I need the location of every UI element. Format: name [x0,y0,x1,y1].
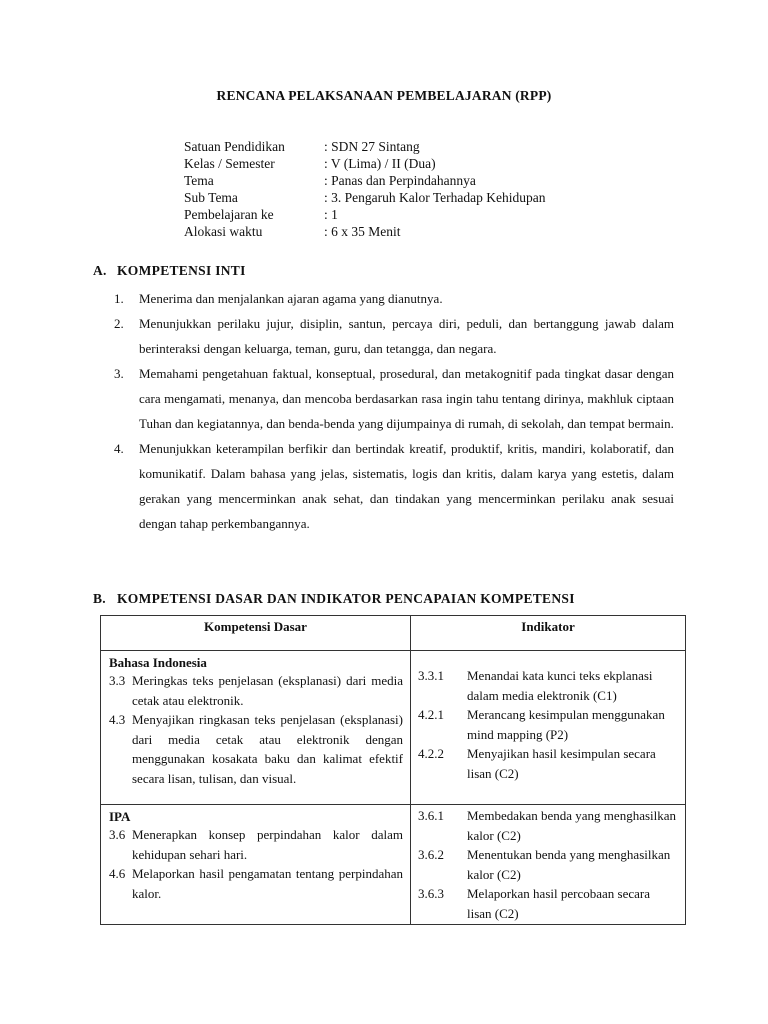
subject-name: IPA [109,809,131,824]
section-title: KOMPETENSI INTI [117,263,246,278]
kd-item [102,825,409,864]
info-value: : V (Lima) / II (Dua) [324,156,436,171]
info-label: Pembelajaran ke [184,207,274,222]
info-row [184,172,546,189]
kd-number: 3.3 [109,673,126,688]
kd-item [102,864,409,903]
section-letter: A. [93,263,107,278]
info-label: Kelas / Semester [184,156,275,171]
column-header-indikator: Indikator [411,616,686,651]
list-number: 2. [114,316,124,331]
list-text: Memahami pengetahuan faktual, konseptual, prosedural, dan metakognitif pada tingkat dasar dengan cara mengamati, menanya, dan mencoba berdasarkan rasa ingin tahu tentang dirinya, makhluk ciptaan Tuhan dan kegiatannya, dan benda-benda yang dijumpainya di rumah, di sekolah, dan tempat bermain. [139,366,674,431]
section-heading-kompetensi-inti [93,263,246,279]
info-value: : 3. Pengaruh Kalor Terhadap Kehidupan [324,190,546,205]
indicator-item [412,705,684,744]
info-row [184,189,546,206]
list-number: 3. [114,366,124,381]
kd-text: Melaporkan hasil pengamatan tentang perpindahan kalor. [132,866,403,901]
indicator-item [412,806,684,845]
column-header-kompetensi-dasar: Kompetensi Dasar [101,616,411,651]
indicator-item [412,845,684,884]
info-row [184,206,546,223]
indicator-item [412,884,684,923]
section-title: KOMPETENSI DASAR DAN INDIKATOR PENCAPAIAN KOMPETENSI [117,591,575,606]
kd-number: 4.6 [109,866,126,881]
indicator-text: Menentukan benda yang menghasilkan kalor (C2) [467,847,671,882]
info-value: : SDN 27 Sintang [324,139,420,154]
list-text: Menunjukkan perilaku jujur, disiplin, santun, percaya diri, peduli, dan bertanggung jawab dalam berinteraksi dengan keluarga, teman, guru, dan tetangga, dan negara. [139,316,674,356]
info-row [184,155,546,172]
indicator-text: Merancang kesimpulan menggunakan mind mapping (P2) [467,707,665,742]
info-label: Sub Tema [184,190,238,205]
kd-number: 3.6 [109,827,126,842]
indicator-text: Membedakan benda yang menghasilkan kalor (C2) [467,808,677,843]
table-row [101,651,686,805]
indicator-text: Menandai kata kunci teks ekplanasi dalam media elektronik (C1) [467,668,653,703]
list-item [114,436,674,536]
indicator-text: Menyajikan hasil kesimpulan secara lisan (C2) [467,746,656,781]
list-number: 4. [114,441,124,456]
indicator-number: 3.6.1 [418,808,444,823]
table-row [101,805,686,925]
kd-text: Menerapkan konsep perpindahan kalor dalam kehidupan sehari hari. [132,827,403,862]
subject-name: Bahasa Indonesia [109,655,207,670]
indicator-item [412,666,684,705]
kd-item [102,671,409,710]
info-label: Tema [184,173,214,188]
indicator-text: Melaporkan hasil percobaan secara lisan (C2) [467,886,650,921]
info-row [184,223,546,240]
info-value: : 6 x 35 Menit [324,224,401,239]
section-heading-kompetensi-dasar [93,591,575,607]
info-value: : Panas dan Perpindahannya [324,173,476,188]
document-title: RENCANA PELAKSANAAN PEMBELAJARAN (RPP) [216,88,552,103]
indicator-number: 3.3.1 [418,668,444,683]
indicator-number: 4.2.1 [418,707,444,722]
table-cell-indikator [411,651,686,805]
info-value: : 1 [324,207,338,222]
list-number: 1. [114,291,124,306]
table-header-row [101,616,686,651]
list-item [114,361,674,436]
info-row [184,138,546,155]
kd-text: Meringkas teks penjelasan (eksplanasi) dari media cetak atau elektronik. [132,673,403,708]
kompetensi-inti-list [114,286,674,536]
list-text: Menerima dan menjalankan ajaran agama yang dianutnya. [139,291,443,306]
kompetensi-dasar-table [100,615,686,925]
section-letter: B. [93,591,106,606]
kd-item [102,710,409,788]
indicator-number: 3.6.2 [418,847,444,862]
list-text: Menunjukkan keterampilan berfikir dan bertindak kreatif, produktif, kritis, mandiri, kolaboratif, dan komunikatif. Dalam bahasa yang jelas, sistematis, logis dan kritis, dalam karya yang estetis, dalam gerakan yang mencerminkan anak sehat, dan tindakan yang mencerminkan perilaku anak sesuai dengan tahap perkembangannya. [139,441,674,531]
kd-text: Menyajikan ringkasan teks penjelasan (eksplanasi) dari media cetak atau elektronik dengan menggunakan kosakata baku dan kalimat efektif secara lisan, tulisan, dan visual. [132,712,403,786]
info-label: Satuan Pendidikan [184,139,285,154]
list-item [114,311,674,361]
info-label: Alokasi waktu [184,224,263,239]
kd-number: 4.3 [109,712,126,727]
list-item [114,286,674,311]
table-cell-kd [101,805,411,925]
table-cell-kd [101,651,411,805]
identity-block [184,138,546,240]
indicator-number: 3.6.3 [418,886,444,901]
indicator-number: 4.2.2 [418,746,444,761]
indicator-item [412,744,684,783]
table-cell-indikator [411,805,686,925]
